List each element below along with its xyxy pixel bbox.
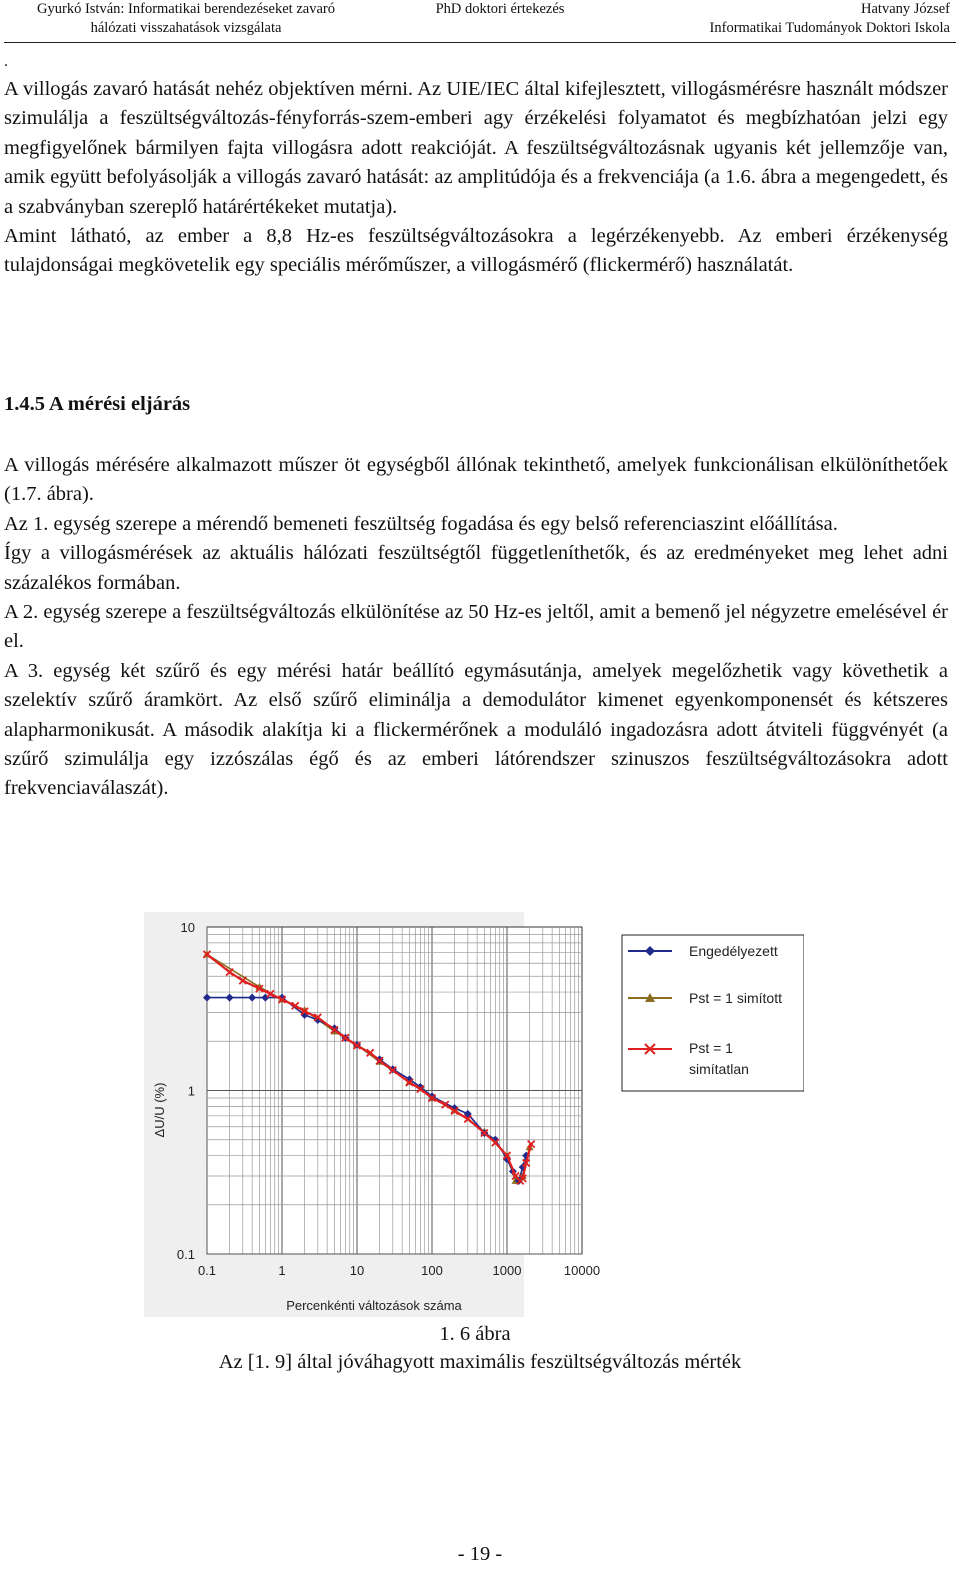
flicker-limit-figure: [144, 912, 804, 1317]
x-tick-label: 100: [421, 1263, 443, 1278]
paragraph: A villogás zavaró hatását nehéz objektíven mérni. Az UIE/IEC által kifejlesztett, villogásmérésre használt módszer szimulálja a feszültségváltozás-fényforrás-szem-emberi agy érzékelési folyamatot és megbízhatóan jelzi egy megfigyelőnek bármilyen fajta villogásra adott reakcióját. A feszültségváltozásnak ugyanis két jellemzője van, amik együtt befolyásolják a villogás zavaró hatását: az amplitúdója és a frekvenciája (a 1.6. ábra a megengedett, és a szabványban szereplő határértékeket mutatja).: [4, 78, 948, 218]
paragraph: A villogás mérésére alkalmazott műszer öt egységből állónak tekinthető, amelyek funkcionálisan elkülöníthetőek (1.7. ábra).: [4, 454, 948, 506]
paragraph: Az 1. egység szerepe a mérendő bemeneti feszültség fogadása és egy belső referenciaszint előállítása.: [4, 512, 838, 535]
y-tick-label: 10: [180, 920, 195, 935]
x-tick-label: 1: [278, 1263, 286, 1278]
paragraph: Amint látható, az ember a 8,8 Hz-es feszültségváltozásokra a legérzékenyebb. Az emberi érzékenység tulajdonságai megkövetelik egy speciális mérőműszer, a villogásmérő (flickermérő) használatát.: [4, 225, 948, 277]
legend-label-2: Pst = 1 simított: [689, 990, 782, 1006]
x-axis-label: Percenkénti változások száma: [286, 1298, 462, 1313]
y-axis-label: ΔU/U (%): [152, 1082, 167, 1138]
paragraph: A 3. egység két szűrő és egy mérési határ beállító egymásutánja, amelyek megelőzhetik vagy követhetik a szelektív szűrő áramkört. Az első szűrő eliminálja a demodulátor kimenet egyenkomponensét és kétszeres alapharmonikusát. A második alakítja ki a flickermérőnek a moduláló ingadozásra adott átviteli függvényét (a szűrő szimulálja egy izzószálas égő és az emberi látórendszer szinuszos feszültségváltozásokra adott frekvenciaválaszát).: [4, 659, 948, 800]
legend-label-1: Engedélyezett: [689, 943, 778, 959]
intro-section: [4, 75, 948, 281]
paragraph: A 2. egység szerepe a feszültségváltozás elkülönítése az 50 Hz-es jeltől, amit a bemenő jel négyzetre emelésével ér el.: [4, 601, 948, 653]
legend-label-3b: simítatlan: [689, 1061, 749, 1077]
header-thesis-type: PhD doktori értekezés: [435, 1, 565, 17]
x-tick-label: 0.1: [197, 1263, 217, 1278]
x-tick-label: 10: [349, 1263, 365, 1278]
stray-dot: .: [4, 53, 8, 70]
legend: [622, 935, 804, 1091]
header-left-line1: Gyurkó István: Informatikai berendezéseket zavaró: [37, 1, 335, 17]
header-rule: [4, 42, 956, 43]
paragraph: Így a villogásmérések az aktuális hálózati feszültségtől függetleníthetők, és az eredményeket meg lehet adni százalékos formában.: [4, 542, 948, 594]
x-tick-label: 10000: [563, 1263, 601, 1278]
header-school: [650, 0, 950, 38]
procedure-section: [4, 451, 948, 804]
legend-label-3a: Pst = 1: [689, 1040, 733, 1056]
page-number: - 19 -: [457, 1543, 503, 1565]
header-right-line2: Informatikai Tudományok Doktori Iskola: [709, 20, 950, 36]
figure-caption: 1. 6 ábra: [439, 1323, 511, 1345]
header-right-line1: Hatvany József: [861, 1, 950, 17]
header-author-title: [6, 0, 366, 38]
section-heading: 1.4.5 A mérési eljárás: [4, 393, 191, 415]
flicker-limit-chart: [144, 912, 804, 1317]
page-header: [0, 0, 960, 40]
y-tick-label: 1: [187, 1083, 195, 1099]
grid: [207, 927, 582, 1254]
header-left-line2: hálózati visszahatások vizsgálata: [90, 20, 282, 36]
x-tick-label: 1000: [492, 1263, 522, 1278]
figure-subcaption: Az [1. 9] által jóváhagyott maximális feszültségváltozás mérték: [218, 1351, 742, 1373]
y-tick-label: 0.1: [176, 1247, 195, 1262]
